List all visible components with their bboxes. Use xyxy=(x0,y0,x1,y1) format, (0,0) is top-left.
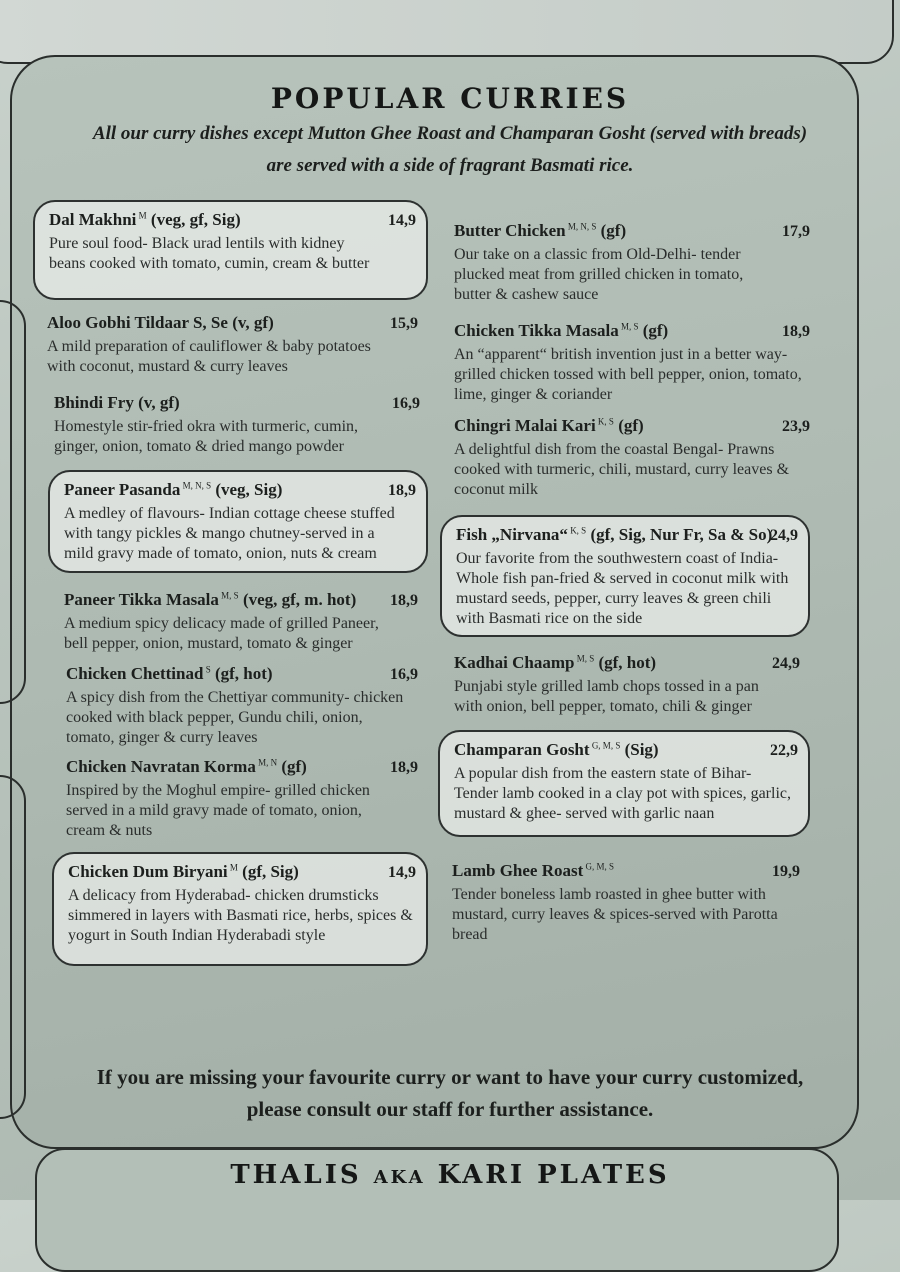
dish-name xyxy=(454,221,626,241)
allergen-codes: S xyxy=(203,664,211,675)
dish-price: 18,9 xyxy=(782,323,810,340)
dish-name xyxy=(454,740,659,760)
dish-title: Lamb Ghee Roast xyxy=(452,861,584,880)
dish-price: 18,9 xyxy=(390,759,418,776)
description-line: Inspired by the Moghul empire- grilled chicken xyxy=(66,782,370,799)
description-line: with Basmati rice on the side xyxy=(456,610,643,627)
dish-tags: (Sig) xyxy=(620,740,659,759)
description-line: A delicacy from Hyderabad- chicken drumsticks xyxy=(68,887,379,904)
dish-price: 14,9 xyxy=(388,864,416,881)
dish-name xyxy=(454,653,656,673)
right-menu-item xyxy=(440,313,820,408)
left-page-edge xyxy=(0,300,26,704)
description-line: Punjabi style grilled lamb chops tossed in a pan xyxy=(454,678,759,695)
description-line: Homestyle stir-fried okra with turmeric, cumin, xyxy=(54,418,359,435)
dish-tags: (v, gf) xyxy=(133,393,180,412)
dish-name xyxy=(64,480,282,500)
description-line: A delightful dish from the coastal Bengal- Prawns xyxy=(454,441,775,458)
dish-title: Paneer Tikka Masala xyxy=(64,590,219,609)
dish-description xyxy=(454,764,791,824)
dish-price: 24,9 xyxy=(770,527,798,544)
allergen-codes: K, S xyxy=(567,525,587,536)
dish-title: Paneer Pasanda xyxy=(64,480,181,499)
description-line: lime, ginger & coriander xyxy=(454,386,613,403)
description-line: tomato, ginger & curry leaves xyxy=(66,729,258,746)
left-menu-item xyxy=(33,305,428,385)
dish-name xyxy=(54,393,180,413)
left-menu-item xyxy=(52,656,428,746)
dish-description xyxy=(64,614,379,654)
dish-tags: (gf) xyxy=(638,321,669,340)
dish-description xyxy=(454,440,789,500)
dish-name xyxy=(49,210,241,230)
right-menu-item xyxy=(438,853,810,943)
dish-title: Dal Makhni xyxy=(49,210,137,229)
description-line: yogurt in South Indian Hyderabadi style xyxy=(68,927,326,944)
dish-description xyxy=(454,245,743,305)
right-menu-item xyxy=(440,515,810,637)
dish-price: 18,9 xyxy=(388,482,416,499)
description-line: Our take on a classic from Old-Delhi- tender xyxy=(454,246,741,263)
description-line: mild gravy made of tomato, onion, nuts & cream xyxy=(64,545,377,562)
allergen-codes: M xyxy=(136,210,147,221)
footer-line-1: If you are missing your favourite curry or want to have your curry customized, xyxy=(96,1065,804,1089)
allergen-codes: G, M, S xyxy=(589,740,621,751)
description-line: A popular dish from the eastern state of Bihar- xyxy=(454,765,752,782)
allergen-codes: G, M, S xyxy=(583,861,615,872)
dish-name xyxy=(66,664,273,684)
left-menu-item xyxy=(40,385,430,465)
dish-description xyxy=(452,885,810,945)
dish-price: 18,9 xyxy=(390,592,418,609)
left-menu-item xyxy=(48,470,428,573)
dish-price: 17,9 xyxy=(782,223,810,240)
allergen-codes: K, S xyxy=(595,416,614,427)
right-menu-item xyxy=(440,645,810,720)
dish-tags: (v, gf) xyxy=(227,313,274,332)
right-menu-item xyxy=(438,730,810,837)
dish-name xyxy=(454,321,668,341)
description-line: A spicy dish from the Chettiyar community- chicken xyxy=(66,689,404,706)
description-line: coconut milk xyxy=(454,481,538,498)
footer-line-2: please consult our staff for further assistance. xyxy=(246,1097,654,1121)
dish-description xyxy=(68,886,413,946)
dish-description xyxy=(47,337,371,377)
description-line: A medley of flavours- Indian cottage cheese stuffed xyxy=(64,505,395,522)
dish-tags: (gf, Sig, Nur Fr, Sa & So) xyxy=(586,525,773,544)
right-menu-item xyxy=(440,408,820,500)
description-line: Whole fish pan-fried & served in coconut milk with xyxy=(456,570,789,587)
left-page-edge-lower xyxy=(0,775,26,1119)
dish-title: Fish „Nirvana“ xyxy=(456,525,568,544)
description-line: with onion, bell pepper, tomato, chili & ginger xyxy=(454,698,752,715)
dish-title: Chicken Navratan Korma xyxy=(66,757,256,776)
dish-tags: (gf) xyxy=(613,416,644,435)
description-line: beans cooked with tomato, cumin, cream & butter xyxy=(49,255,370,272)
dish-description xyxy=(66,781,370,841)
description-line: with tangy pickles & mango chutney-served in a xyxy=(64,525,375,542)
thalis-title: THALIS aka KARI PLATES xyxy=(230,1160,670,1190)
dish-price: 14,9 xyxy=(388,212,416,229)
section-title: POPULAR CURRIES xyxy=(270,82,630,115)
intro-line-2: are served with a side of fragrant Basmati rice. xyxy=(266,155,634,176)
dish-name xyxy=(452,861,614,881)
dish-name xyxy=(456,525,772,545)
dish-title: Aloo Gobhi Tildaar S, Se xyxy=(47,313,228,332)
description-line: butter & cashew sauce xyxy=(454,286,599,303)
dish-price: 22,9 xyxy=(770,742,798,759)
dish-title: Champaran Gosht xyxy=(454,740,590,759)
allergen-codes: M, N xyxy=(255,757,278,768)
description-line: ginger, onion, tomato & dried mango powder xyxy=(54,438,344,455)
dish-title: Bhindi Fry xyxy=(54,393,134,412)
description-line: Pure soul food- Black urad lentils with kidney xyxy=(49,235,345,252)
description-line: grilled chicken tossed with bell pepper, onion, tomato, xyxy=(454,366,802,383)
allergen-codes: M, S xyxy=(218,590,239,601)
description-line: plucked meat from grilled chicken in tomato, xyxy=(454,266,744,283)
allergen-codes: M xyxy=(227,862,238,873)
intro-line-1: All our curry dishes except Mutton Ghee Roast and Champaran Gosht (served with breads) xyxy=(92,123,808,144)
dish-name xyxy=(68,862,299,882)
description-line: bell pepper, onion, mustard, tomato & ginger xyxy=(64,635,353,652)
left-menu-item xyxy=(52,749,428,844)
description-line: mustard & ghee- served with garlic naan xyxy=(454,805,715,822)
dish-tags: (gf, hot) xyxy=(594,653,657,672)
left-menu-item xyxy=(33,200,428,300)
dish-description xyxy=(54,417,358,457)
description-line: A medium spicy delicacy made of grilled Paneer, xyxy=(64,615,379,632)
dish-name xyxy=(454,416,644,436)
dish-tags: (veg, Sig) xyxy=(211,480,283,499)
dish-price: 23,9 xyxy=(782,418,810,435)
left-menu-item xyxy=(50,582,428,654)
dish-price: 16,9 xyxy=(392,395,420,412)
dish-title: Chicken Chettinad xyxy=(66,664,204,683)
description-line: served in a mild gravy made of tomato, onion, xyxy=(66,802,362,819)
dish-tags: (gf) xyxy=(596,221,627,240)
dish-tags: (veg, gf, m. hot) xyxy=(238,590,357,609)
dish-description xyxy=(49,234,369,274)
dish-title: Chingri Malai Kari xyxy=(454,416,596,435)
dish-title: Chicken Dum Biryani xyxy=(68,862,228,881)
description-line: with coconut, mustard & curry leaves xyxy=(47,358,288,375)
allergen-codes: M, S xyxy=(618,321,639,332)
description-line: mustard, curry leaves & spices-served with Parotta bread xyxy=(452,906,778,943)
description-line: simmered in layers with Basmati rice, herbs, spices & xyxy=(68,907,413,924)
dish-title: Kadhai Chaamp xyxy=(454,653,575,672)
description-line: Our favorite from the southwestern coast of India- xyxy=(456,550,779,567)
dish-tags: (gf, hot) xyxy=(210,664,273,683)
dish-price: 24,9 xyxy=(772,655,800,672)
dish-name xyxy=(47,313,274,333)
right-menu-item xyxy=(440,213,820,303)
left-menu-item xyxy=(52,852,428,966)
dish-description xyxy=(454,345,802,405)
dish-tags: (gf) xyxy=(277,757,307,776)
description-line: cooked with black pepper, Gundu chili, onion, xyxy=(66,709,363,726)
dish-title: Butter Chicken xyxy=(454,221,566,240)
allergen-codes: M, N, S xyxy=(180,480,212,491)
dish-description xyxy=(66,688,403,748)
allergen-codes: M, N, S xyxy=(565,221,597,232)
dish-description xyxy=(456,549,788,629)
description-line: mustard seeds, pepper, curry leaves & green chili xyxy=(456,590,772,607)
description-line: An “apparent“ british invention just in a better way- xyxy=(454,346,788,363)
description-line: Tender lamb cooked in a clay pot with spices, garlic, xyxy=(454,785,791,802)
description-line: cream & nuts xyxy=(66,822,153,839)
dish-price: 16,9 xyxy=(390,666,418,683)
dish-title: Chicken Tikka Masala xyxy=(454,321,619,340)
dish-tags: (gf, Sig) xyxy=(237,862,299,881)
description-line: A mild preparation of cauliflower & baby potatoes xyxy=(47,338,371,355)
dish-name xyxy=(66,757,307,777)
dish-description xyxy=(64,504,395,564)
dish-tags: (veg, gf, Sig) xyxy=(146,210,241,229)
dish-description xyxy=(454,677,759,717)
dish-price: 15,9 xyxy=(390,315,418,332)
dish-name xyxy=(64,590,356,610)
allergen-codes: M, S xyxy=(574,653,595,664)
dish-price: 19,9 xyxy=(772,863,800,880)
description-line: Tender boneless lamb roasted in ghee butter with xyxy=(452,886,766,903)
description-line: cooked with turmeric, chili, mustard, curry leaves & xyxy=(454,461,790,478)
